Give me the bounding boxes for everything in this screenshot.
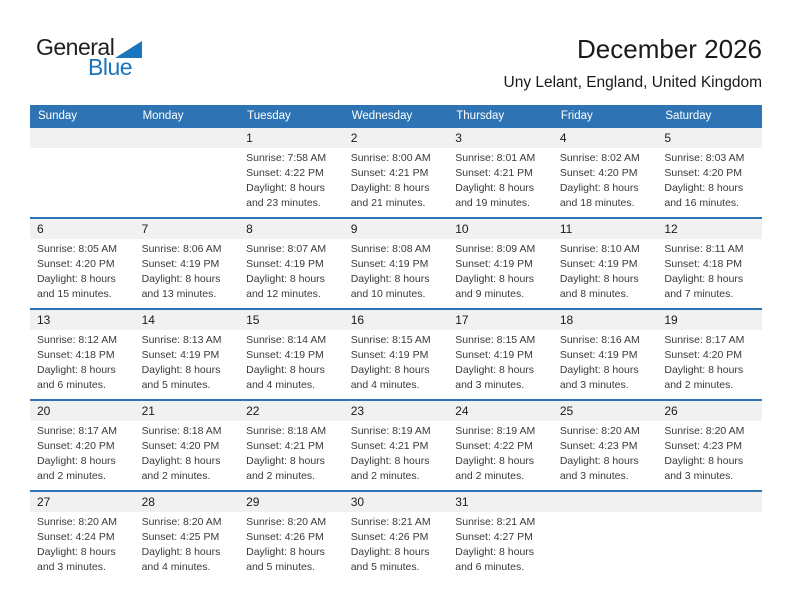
weekday-header-friday: Friday [553, 105, 658, 127]
day-number: 27 [30, 492, 135, 512]
week-row [30, 218, 762, 309]
day-details [30, 239, 135, 302]
sunrise-text: Sunrise: 8:02 AM [559, 152, 640, 164]
sunrise-text: Sunrise: 8:11 AM [664, 243, 744, 255]
day-number: 20 [30, 401, 135, 421]
sunrise-text: Sunrise: 8:20 AM [37, 516, 117, 528]
weekday-header-sunday: Sunday [30, 105, 135, 127]
sunrise-text: Sunrise: 8:19 AM [455, 425, 536, 437]
daylight-text: Daylight: 8 hours and 8 minutes. [559, 273, 639, 300]
daylight-text: Daylight: 8 hours and 6 minutes. [37, 364, 116, 391]
logo-text-blue: Blue [88, 54, 133, 80]
weekday-header-wednesday: Wednesday [344, 105, 449, 127]
sunrise-text: Sunrise: 8:21 AM [455, 516, 536, 528]
day-details [135, 330, 240, 393]
calendar-day-cell [135, 309, 240, 400]
day-details [448, 512, 553, 575]
sunset-text: Sunset: 4:25 PM [141, 531, 220, 543]
calendar-day-cell [448, 127, 553, 218]
daylight-text: Daylight: 8 hours and 10 minutes. [350, 273, 430, 300]
sunset-text: Sunset: 4:19 PM [455, 349, 533, 361]
calendar-day-cell [344, 309, 449, 400]
daylight-text: Daylight: 8 hours and 13 minutes. [141, 273, 221, 300]
calendar-day-cell [239, 400, 344, 491]
day-details [657, 512, 762, 515]
sunrise-text: Sunrise: 8:00 AM [350, 152, 431, 164]
daylight-text: Daylight: 8 hours and 2 minutes. [141, 455, 221, 482]
day-details [30, 330, 135, 393]
day-number: 18 [553, 310, 658, 330]
calendar-day-cell [448, 491, 553, 582]
empty-cell [657, 491, 762, 582]
calendar-day-cell [135, 400, 240, 491]
day-details [553, 421, 658, 484]
sunrise-text: Sunrise: 8:07 AM [246, 243, 327, 255]
calendar-day-cell [553, 309, 658, 400]
calendar-day-cell [344, 491, 449, 582]
sunrise-text: Sunrise: 8:13 AM [141, 334, 222, 346]
day-details [657, 239, 762, 302]
day-number: 31 [448, 492, 553, 512]
calendar-day-cell [657, 400, 762, 491]
day-number: 17 [448, 310, 553, 330]
sunset-text: Sunset: 4:20 PM [37, 440, 115, 452]
week-row [30, 400, 762, 491]
day-number: 5 [657, 128, 762, 148]
daylight-text: Daylight: 8 hours and 21 minutes. [350, 182, 430, 209]
calendar-table [30, 105, 762, 582]
day-details [448, 421, 553, 484]
day-number: 4 [553, 128, 658, 148]
daylight-text: Daylight: 8 hours and 2 minutes. [350, 455, 430, 482]
day-details [553, 330, 658, 393]
calendar-day-cell [135, 491, 240, 582]
daylight-text: Daylight: 8 hours and 2 minutes. [455, 455, 535, 482]
sunrise-text: Sunrise: 8:03 AM [664, 152, 745, 164]
calendar-day-cell [30, 218, 135, 309]
sunrise-text: Sunrise: 8:01 AM [455, 152, 536, 164]
page-header [0, 0, 792, 105]
sunrise-text: Sunrise: 8:17 AM [664, 334, 745, 346]
sunrise-text: Sunrise: 8:06 AM [141, 243, 222, 255]
daylight-text: Daylight: 8 hours and 19 minutes. [455, 182, 535, 209]
sunrise-text: Sunrise: 8:21 AM [350, 516, 431, 528]
sunset-text: Sunset: 4:19 PM [559, 349, 638, 361]
day-number: 19 [657, 310, 762, 330]
sunrise-text: Sunrise: 8:20 AM [559, 425, 640, 437]
day-number: 13 [30, 310, 135, 330]
sunset-text: Sunset: 4:21 PM [246, 440, 324, 452]
sunset-text: Sunset: 4:23 PM [559, 440, 638, 452]
sunrise-text: Sunrise: 8:14 AM [246, 334, 327, 346]
day-details [30, 148, 135, 151]
calendar-day-cell [135, 218, 240, 309]
day-number [657, 492, 762, 512]
day-number: 10 [448, 219, 553, 239]
day-number: 11 [553, 219, 658, 239]
day-details [344, 239, 449, 302]
day-number: 6 [30, 219, 135, 239]
sunrise-text: Sunrise: 8:15 AM [350, 334, 431, 346]
calendar-day-cell [553, 218, 658, 309]
sunrise-text: Sunrise: 8:17 AM [37, 425, 117, 437]
sunset-text: Sunset: 4:20 PM [664, 349, 743, 361]
daylight-text: Daylight: 8 hours and 23 minutes. [246, 182, 325, 209]
day-details [344, 330, 449, 393]
empty-cell [553, 491, 658, 582]
sunset-text: Sunset: 4:20 PM [141, 440, 220, 452]
sunrise-text: Sunrise: 8:12 AM [37, 334, 117, 346]
day-details [239, 421, 344, 484]
day-number: 29 [239, 492, 344, 512]
day-details [135, 512, 240, 575]
sunset-text: Sunset: 4:24 PM [37, 531, 115, 543]
calendar-day-cell [239, 218, 344, 309]
day-details [30, 512, 135, 575]
day-details [344, 421, 449, 484]
day-number: 2 [344, 128, 449, 148]
day-number: 9 [344, 219, 449, 239]
sunset-text: Sunset: 4:18 PM [664, 258, 743, 270]
day-number: 14 [135, 310, 240, 330]
day-number: 26 [657, 401, 762, 421]
calendar-day-cell [448, 400, 553, 491]
day-details [135, 239, 240, 302]
calendar-day-cell [553, 400, 658, 491]
sunrise-text: Sunrise: 8:19 AM [350, 425, 431, 437]
week-row [30, 309, 762, 400]
day-number [30, 128, 135, 148]
sunset-text: Sunset: 4:21 PM [350, 167, 429, 179]
daylight-text: Daylight: 8 hours and 15 minutes. [37, 273, 116, 300]
week-row [30, 491, 762, 582]
month-title: December 2026 [577, 34, 762, 64]
sunset-text: Sunset: 4:26 PM [350, 531, 429, 543]
sunset-text: Sunset: 4:21 PM [350, 440, 429, 452]
day-number: 15 [239, 310, 344, 330]
day-number: 16 [344, 310, 449, 330]
day-details [553, 239, 658, 302]
sunset-text: Sunset: 4:19 PM [246, 349, 324, 361]
day-details [239, 239, 344, 302]
sunset-text: Sunset: 4:19 PM [246, 258, 324, 270]
daylight-text: Daylight: 8 hours and 4 minutes. [141, 546, 221, 573]
day-details [344, 512, 449, 575]
calendar-day-cell [30, 400, 135, 491]
daylight-text: Daylight: 8 hours and 3 minutes. [559, 364, 639, 391]
daylight-text: Daylight: 8 hours and 4 minutes. [350, 364, 430, 391]
calendar-day-cell [448, 218, 553, 309]
day-number [135, 128, 240, 148]
sunrise-text: Sunrise: 8:08 AM [350, 243, 431, 255]
day-details [239, 512, 344, 575]
daylight-text: Daylight: 8 hours and 5 minutes. [350, 546, 430, 573]
location-subtitle: Uny Lelant, England, United Kingdom [503, 74, 762, 91]
sunrise-text: Sunrise: 8:15 AM [455, 334, 536, 346]
weekday-header-saturday: Saturday [657, 105, 762, 127]
day-number: 8 [239, 219, 344, 239]
daylight-text: Daylight: 8 hours and 4 minutes. [246, 364, 325, 391]
day-details [657, 148, 762, 211]
day-number: 23 [344, 401, 449, 421]
week-row [30, 127, 762, 218]
calendar-day-cell [344, 218, 449, 309]
daylight-text: Daylight: 8 hours and 3 minutes. [664, 455, 744, 482]
sunset-text: Sunset: 4:19 PM [141, 349, 220, 361]
day-number [553, 492, 658, 512]
daylight-text: Daylight: 8 hours and 3 minutes. [455, 364, 535, 391]
calendar-day-cell [344, 400, 449, 491]
day-details [135, 148, 240, 151]
daylight-text: Daylight: 8 hours and 2 minutes. [664, 364, 744, 391]
day-details [657, 330, 762, 393]
day-details [553, 148, 658, 211]
day-number: 7 [135, 219, 240, 239]
sunset-text: Sunset: 4:27 PM [455, 531, 533, 543]
sunrise-text: Sunrise: 8:16 AM [559, 334, 640, 346]
weekday-header-row [30, 105, 762, 127]
calendar-day-cell [239, 309, 344, 400]
sunset-text: Sunset: 4:20 PM [559, 167, 638, 179]
day-details [239, 148, 344, 211]
sunrise-text: Sunrise: 8:05 AM [37, 243, 117, 255]
daylight-text: Daylight: 8 hours and 5 minutes. [141, 364, 221, 391]
daylight-text: Daylight: 8 hours and 3 minutes. [559, 455, 639, 482]
sunset-text: Sunset: 4:26 PM [246, 531, 324, 543]
day-number: 22 [239, 401, 344, 421]
calendar-day-cell [448, 309, 553, 400]
calendar-day-cell [30, 491, 135, 582]
sunset-text: Sunset: 4:22 PM [455, 440, 533, 452]
sunrise-text: Sunrise: 8:18 AM [141, 425, 222, 437]
title-block [504, 34, 763, 92]
weekday-header-monday: Monday [135, 105, 240, 127]
day-number: 12 [657, 219, 762, 239]
day-number: 25 [553, 401, 658, 421]
daylight-text: Daylight: 8 hours and 7 minutes. [664, 273, 744, 300]
daylight-text: Daylight: 8 hours and 12 minutes. [246, 273, 325, 300]
sunset-text: Sunset: 4:18 PM [37, 349, 115, 361]
calendar-day-cell [657, 309, 762, 400]
calendar-day-cell [657, 218, 762, 309]
calendar-day-cell [344, 127, 449, 218]
weekday-header-tuesday: Tuesday [239, 105, 344, 127]
empty-cell [30, 127, 135, 218]
sunset-text: Sunset: 4:21 PM [455, 167, 533, 179]
empty-cell [135, 127, 240, 218]
day-number: 30 [344, 492, 449, 512]
logo-text-general: General [36, 34, 115, 60]
calendar-day-cell [239, 127, 344, 218]
day-number: 1 [239, 128, 344, 148]
calendar-day-cell [553, 127, 658, 218]
day-details [553, 512, 658, 515]
sunset-text: Sunset: 4:20 PM [664, 167, 743, 179]
calendar-day-cell [30, 309, 135, 400]
sunset-text: Sunset: 4:19 PM [559, 258, 638, 270]
day-details [657, 421, 762, 484]
day-details [448, 239, 553, 302]
sunrise-text: Sunrise: 8:09 AM [455, 243, 536, 255]
day-number: 24 [448, 401, 553, 421]
sunrise-text: Sunrise: 8:20 AM [664, 425, 745, 437]
daylight-text: Daylight: 8 hours and 9 minutes. [455, 273, 535, 300]
daylight-text: Daylight: 8 hours and 2 minutes. [246, 455, 325, 482]
general-blue-logo [36, 36, 142, 79]
day-details [135, 421, 240, 484]
sunset-text: Sunset: 4:19 PM [141, 258, 220, 270]
sunset-text: Sunset: 4:23 PM [664, 440, 743, 452]
sunset-text: Sunset: 4:20 PM [37, 258, 115, 270]
day-details [448, 148, 553, 211]
day-details [239, 330, 344, 393]
day-number: 21 [135, 401, 240, 421]
sunrise-text: Sunrise: 8:18 AM [246, 425, 327, 437]
daylight-text: Daylight: 8 hours and 2 minutes. [37, 455, 116, 482]
sunset-text: Sunset: 4:19 PM [455, 258, 533, 270]
sunrise-text: Sunrise: 7:58 AM [246, 152, 327, 164]
daylight-text: Daylight: 8 hours and 6 minutes. [455, 546, 535, 573]
sunset-text: Sunset: 4:19 PM [350, 258, 429, 270]
calendar-day-cell [657, 127, 762, 218]
weekday-header-thursday: Thursday [448, 105, 553, 127]
day-details [344, 148, 449, 211]
daylight-text: Daylight: 8 hours and 5 minutes. [246, 546, 325, 573]
sunrise-text: Sunrise: 8:10 AM [559, 243, 640, 255]
day-number: 3 [448, 128, 553, 148]
calendar-day-cell [239, 491, 344, 582]
sunrise-text: Sunrise: 8:20 AM [141, 516, 222, 528]
sunset-text: Sunset: 4:22 PM [246, 167, 324, 179]
sunset-text: Sunset: 4:19 PM [350, 349, 429, 361]
daylight-text: Daylight: 8 hours and 16 minutes. [664, 182, 744, 209]
day-details [448, 330, 553, 393]
daylight-text: Daylight: 8 hours and 3 minutes. [37, 546, 116, 573]
day-details [30, 421, 135, 484]
day-number: 28 [135, 492, 240, 512]
sunrise-text: Sunrise: 8:20 AM [246, 516, 327, 528]
daylight-text: Daylight: 8 hours and 18 minutes. [559, 182, 639, 209]
